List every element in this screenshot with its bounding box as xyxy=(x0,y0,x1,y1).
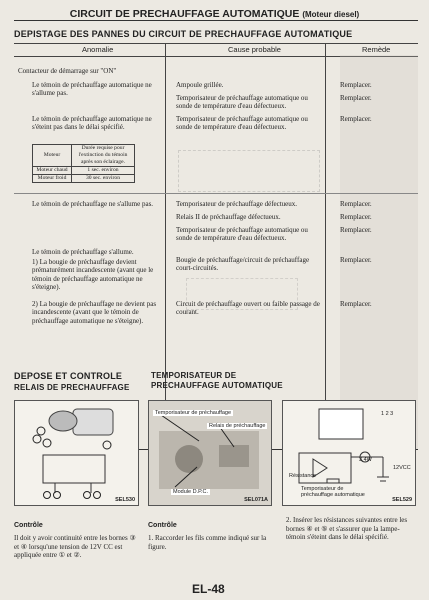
mid-title-1: TEMPORISATEUR DE xyxy=(151,371,237,380)
terminal-4-marker xyxy=(43,439,51,447)
terminal-3-marker xyxy=(33,435,41,443)
header-subtitle: (Moteur diesel) xyxy=(302,10,360,19)
fig2-code: SEL071A xyxy=(244,497,268,503)
duration-row-moteur: Moteur chaud xyxy=(33,167,72,175)
header-rule xyxy=(14,20,418,21)
fig2-label-b: Relais de préchauffage xyxy=(209,423,266,429)
row5-item2: 2) La bougie de préchauffage ne devient pas incandescente (avant que le témoin de préchauffage automatique ne s'éteigne). xyxy=(32,300,157,325)
relay-diagram-svg xyxy=(15,401,138,505)
row5-cause1: Bougie de préchauffage/circuit de préchauffage court-circuités. xyxy=(176,256,310,273)
fig3-pin-labels: 1 2 3 xyxy=(381,411,394,417)
terminal-2-marker xyxy=(103,441,111,449)
resistor-symbol xyxy=(327,479,339,483)
fig2-label-a: Temporisateur de préchauffage xyxy=(155,410,232,416)
timer-figure xyxy=(282,400,416,506)
relay-connector xyxy=(49,411,77,431)
fig3-voltage: 12VCC xyxy=(393,465,411,471)
left-title-1: DEPOSE ET CONTROLE xyxy=(14,371,123,381)
fig3-label-a: Résistance xyxy=(289,473,317,479)
row5-remede1: Remplacer. xyxy=(340,256,372,264)
terminal-2-bottom xyxy=(54,492,61,499)
row2-remede: Remplacer. xyxy=(340,94,372,102)
row5-anomalie: Le témoin de préchauffage s'allume. xyxy=(32,248,134,256)
engine-pulley xyxy=(175,445,203,473)
header-title: CIRCUIT DE PRECHAUFFAGE AUTOMATIQUE xyxy=(69,8,300,20)
row2-cause: Temporisateur de préchauffage automatique ou sonde de température d'eau défectueux. xyxy=(176,94,308,111)
fig3-power: 3,4W xyxy=(359,457,372,463)
left-title-2: RELAIS DE PRECHAUFFAGE xyxy=(14,383,130,392)
duration-row-moteur: Moteur froid xyxy=(33,175,72,183)
table-divider-2 xyxy=(325,43,326,449)
duration-head-duree: Durée requise pour l'extinction du témoin après son éclairage. xyxy=(72,145,135,167)
fig1-code: SEL530 xyxy=(115,497,135,503)
engine-component xyxy=(219,445,249,467)
col-cause: Cause probable xyxy=(228,45,281,54)
controle-left-text: Il doit y avoir continuité entre les bornes ③ et ④ lorsqu'une tension de 12V CC est appliquée entre ① et ②. xyxy=(14,534,136,560)
row5-cause2: Circuit de préchauffage ouvert ou faible passage de courant. xyxy=(176,300,320,317)
duration-head-moteur: Moteur xyxy=(33,145,72,167)
row4-cause-c: Temporisateur de préchauffage automatique ou sonde de température d'eau défectueux. xyxy=(176,226,308,243)
duration-row-duree: 1 sec. environ xyxy=(72,167,135,175)
controle-right-text: 2. Insérer les résistances suivantes entre les bornes ④ et ⑤ et s'assurer que la lampe-témoin s'éteint dans le délai spécifié. xyxy=(286,516,408,542)
fig3-code: SEL529 xyxy=(392,497,412,503)
terminal-1-marker xyxy=(37,427,45,435)
row1-cause: Ampoule grillée. xyxy=(176,81,224,89)
row4-cause-a: Temporisateur de préchauffage défectueux. xyxy=(176,200,298,208)
engine-figure xyxy=(148,400,272,506)
page-header xyxy=(0,8,429,20)
row-separator xyxy=(14,193,418,194)
section-title: DEPISTAGE DES PANNES DU CIRCUIT DE PRECHAUFFAGE AUTOMATIQUE xyxy=(14,29,353,39)
fig3-label-b: Temporisateur de préchauffage automatique xyxy=(301,486,365,498)
row4-remede-a: Remplacer. xyxy=(340,200,372,208)
ghost-diagram xyxy=(178,150,320,192)
row4-remede-c: Remplacer. xyxy=(340,226,372,234)
col-anomalie: Anomalie xyxy=(82,45,114,54)
table-intro: Contacteur de démarrage sur "ON" xyxy=(18,67,117,75)
controle-mid-text: 1. Raccorder les fils comme indiqué sur la figure. xyxy=(148,534,267,551)
duration-table xyxy=(32,144,135,183)
row3-anomalie: Le témoin de préchauffage automatique ne s'éteint pas dans le délai spécifié. xyxy=(32,115,152,132)
row4-anomalie: Le témoin de préchauffage ne s'allume pas. xyxy=(32,200,154,208)
row1-remede: Remplacer. xyxy=(340,81,372,89)
mid-title-2: PRECHAUFFAGE AUTOMATIQUE xyxy=(151,381,283,390)
relay-body xyxy=(73,409,113,435)
controle-mid-title: Contrôle xyxy=(148,522,177,529)
terminal-4-bottom xyxy=(94,492,101,499)
row3-remede: Remplacer. xyxy=(340,115,372,123)
timer-connector xyxy=(319,409,363,439)
terminal-1-bottom xyxy=(44,492,51,499)
row5-item1: 1) La bougie de préchauffage devient prématurément incandescente (avant que le témoin de préchauffage automatique ne s'éteigne). xyxy=(32,258,154,292)
controle-left-title: Contrôle xyxy=(14,522,43,529)
circuit-schematic xyxy=(43,455,105,483)
row4-remede-b: Remplacer. xyxy=(340,213,372,221)
row1-anomalie: Le témoin de préchauffage automatique ne s'allume pas. xyxy=(32,81,152,98)
row3-cause: Temporisateur de préchauffage automatique ou sonde de température d'eau défectueux. xyxy=(176,115,308,132)
page-number: EL-48 xyxy=(192,582,225,596)
row5-remede2: Remplacer. xyxy=(340,300,372,308)
duration-row-duree: 30 sec. environ xyxy=(72,175,135,183)
row4-cause-b: Relais II de préchauffage défectueux. xyxy=(176,213,281,221)
col-remede: Remède xyxy=(362,45,391,54)
terminal-3-bottom xyxy=(84,492,91,499)
fig2-label-c: Module D.P.C. xyxy=(173,489,209,495)
relay-figure xyxy=(14,400,139,506)
